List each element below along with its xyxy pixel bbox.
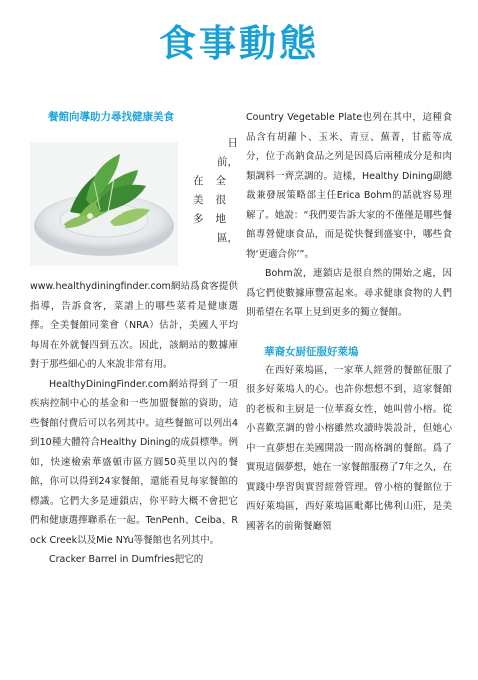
section-gap	[246, 323, 452, 343]
intro-line: 區，	[217, 232, 238, 244]
article1-paragraph-continued: Country Vegetable Plate也列在其中，這種食品含有胡蘿卜、玉米、青豆、蕪菁，甘藍等成分，位于高鈉食品之列是因爲后兩種成分是和肉類調料一齊烹調的。這樣，Healthy Dining副總裁兼發展策略部主任Erica Bohm的話就容易理解了。她說：“我們要告訴大家的不僅僅是哪些餐館專營健康食品，而是從快餐到盛宴中，哪些食物‘更適合你’”。	[246, 112, 452, 260]
article2-heading: 華裔女厨征服好萊塢	[264, 345, 359, 358]
left-column	[30, 108, 238, 570]
right-column	[246, 108, 452, 536]
article1-paragraph: HealthyDiningFinder.com網站得到了一項疾病控制中心的基金和一些加盟餐館的資助，這些餐館付費后可以名列其中。這些餐館可以列出4到10種大體符合Healthy Dining的成員標準。例如，快速檢索華盛頓市區方圓50英里以內的餐館，你可以得到24家餐館，還能看見每家餐館的標識。它們大多是連鎖店，你平時大概不會把它們和健康選擇聯系在一起。TenPenh、Ceiba、Rock Creek以及Mie NYu等餐館也名列其中。	[30, 378, 238, 546]
intro-line: 美很	[193, 194, 238, 206]
article1-intro	[30, 134, 238, 277]
article1-heading: 餐館向導助力尋找健康美食	[48, 111, 174, 123]
intro-line: 前，	[217, 156, 238, 168]
salad-photo	[30, 142, 178, 266]
intro-line: 多地	[193, 213, 238, 225]
article2-paragraph: 在西好萊塢區，一家華人經營的餐館征服了很多好萊塢人的心。也許你想想不到，這家餐館的老板和主厨是一位華裔女性，她叫曾小榕。從小喜歡烹調的曾小榕雖然攻讀時裝設計，但她心中一直夢想在美國開設一間高格調的餐館。爲了實現這個夢想，她在一家餐館服務了7年之久，在實踐中學習與實習經營管理。曾小榕的餐館位于西好萊塢區，西好萊塢區毗鄰比佛利山莊，是美國著名的前衛餐廳領	[246, 364, 452, 532]
intro-line: 日	[227, 137, 238, 149]
article1-paragraph: www.healthydiningfinder.com網站爲食客提供指導，告訴食客，菜譜上的哪些菜肴是健康選擇。全美餐館同業會（NRA）估計，美國人平均每周在外就餐四到五次。因此，該網站的數據庫對于那些細心的人來說非常有用。	[30, 281, 238, 370]
page-title: 食事動態	[159, 22, 319, 65]
intro-line: 在全	[193, 175, 238, 187]
intro-vertical-text	[190, 134, 238, 248]
article1-paragraph: Cracker Barrel in Dumfries把它的	[49, 554, 204, 565]
article1-paragraph: Bohm說，連鎖店是很自然的開始之處，因爲它們使數據庫豐富起來。尋求健康食物的人們則希望在名單上見到更多的獨立餐館。	[246, 268, 452, 318]
